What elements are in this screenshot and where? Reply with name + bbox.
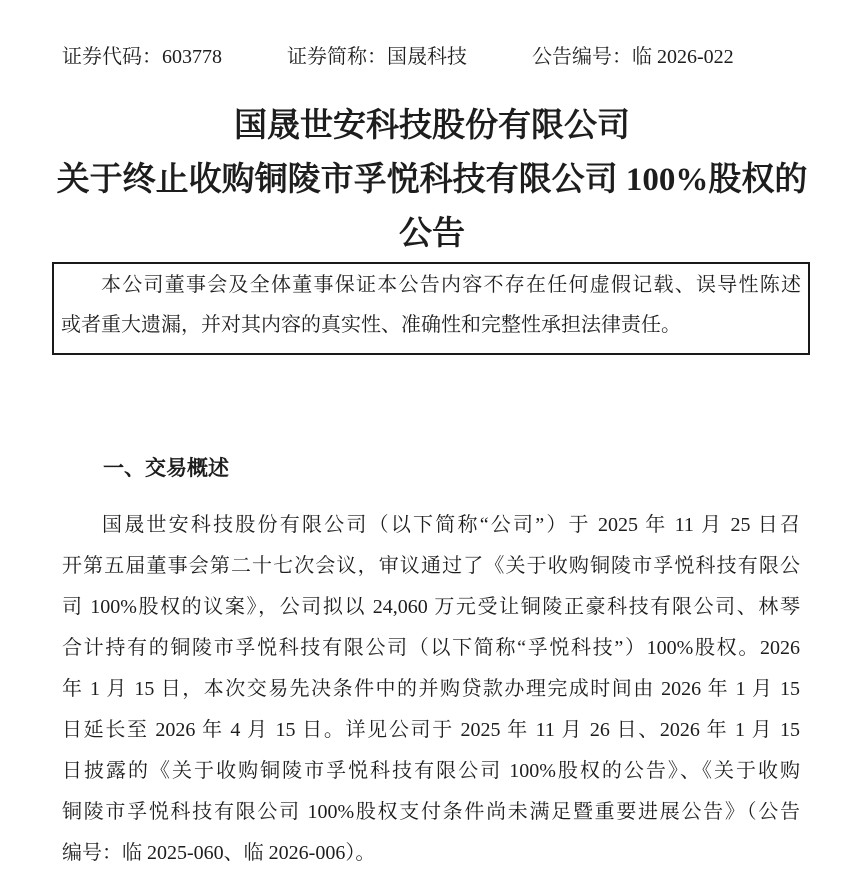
document-title <box>0 99 864 261</box>
paragraph-line: 年 1 月 15 日，本次交易先决条件中的并购贷款办理完成时间由 2026 年 1 月 15 <box>62 678 800 700</box>
title-subject-line: 关于终止收购铜陵市孚悦科技有限公司 100%股权的 <box>56 162 808 198</box>
paragraph-line: 合计持有的铜陵市孚悦科技有限公司（以下简称“孚悦科技”）100%股权。2026 <box>62 637 800 659</box>
stock-code: 证券代码：603778 <box>62 46 222 68</box>
paragraph-line: 司 100%股权的议案》，公司拟以 24,060 万元受让铜陵正豪科技有限公司、林琴 <box>62 596 800 618</box>
title-company-name: 国晟世安科技股份有限公司 <box>234 108 630 144</box>
paragraph-line: 日披露的《关于收购铜陵市孚悦科技有限公司 100%股权的公告》、《关于收购 <box>62 760 800 782</box>
section-heading-transaction-overview: 一、交易概述 <box>103 456 229 480</box>
document-header <box>62 44 808 70</box>
paragraph-line: 国晟世安科技股份有限公司（以下简称“公司”）于 2025 年 11 月 25 日召 <box>102 514 800 536</box>
paragraph-line: 铜陵市孚悦科技有限公司 100%股权支付条件尚未满足暨重要进展公告》（公告 <box>62 801 800 823</box>
paragraph-line: 日延长至 2026 年 4 月 15 日。详见公司于 2025 年 11 月 26 日、2026 年 1 月 15 <box>62 719 800 741</box>
paragraph-line: 开第五届董事会第二十七次会议，审议通过了《关于收购铜陵市孚悦科技有限公 <box>62 555 800 577</box>
title-announcement-word: 公告 <box>399 216 465 252</box>
stock-short-name: 证券简称：国晟科技 <box>287 46 467 68</box>
transaction-overview-paragraph <box>62 505 800 874</box>
paragraph-line: 编号：临 2025-060、临 2026-006）。 <box>62 842 376 864</box>
announcement-number: 公告编号：临 2026-022 <box>532 46 734 68</box>
disclaimer-line: 本公司董事会及全体董事保证本公告内容不存在任何虚假记载、误导性陈述 <box>101 274 801 296</box>
disclaimer-box <box>52 262 810 355</box>
disclaimer-line: 或者重大遗漏，并对其内容的真实性、准确性和完整性承担法律责任。 <box>61 314 681 336</box>
